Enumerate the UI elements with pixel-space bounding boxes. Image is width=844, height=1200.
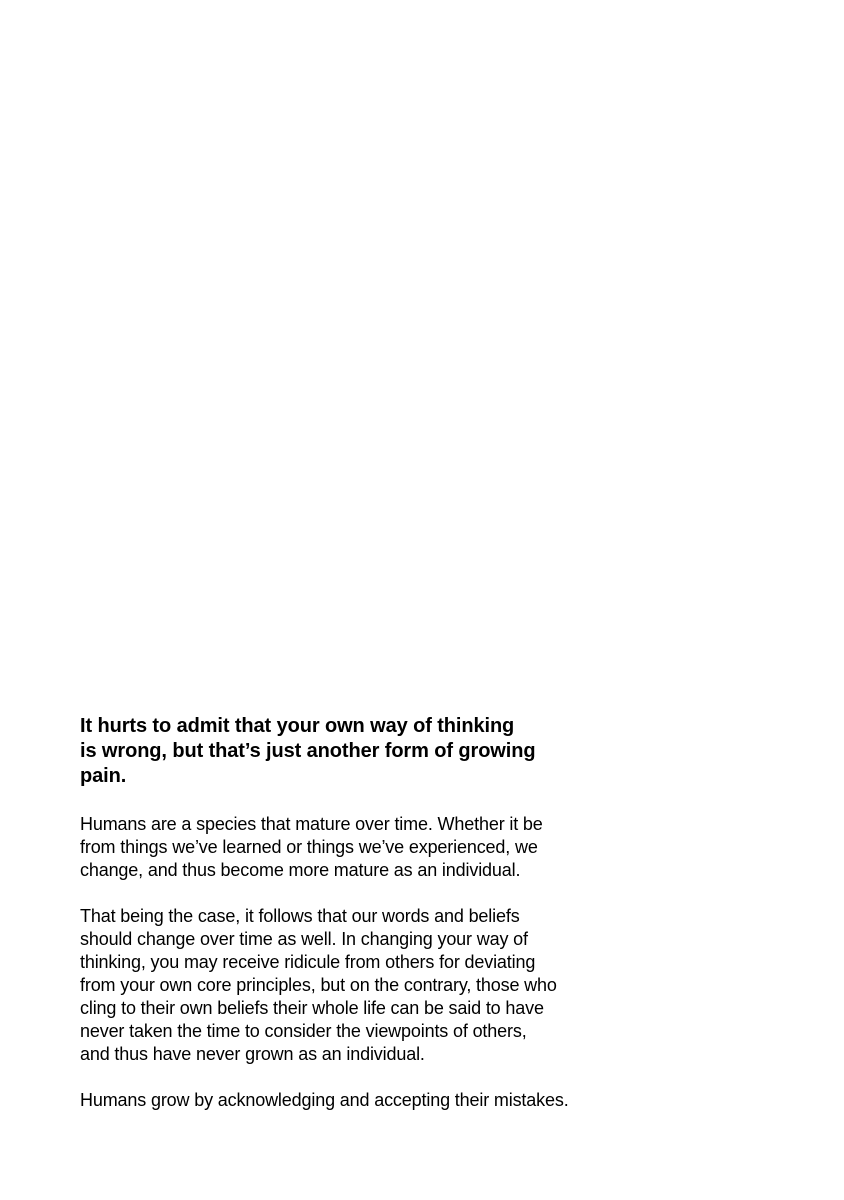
- spacer: [80, 1066, 660, 1089]
- paragraph-line: should change over time as well. In changing your way of: [80, 929, 528, 949]
- paragraph-line: from things we’ve learned or things we’ve experienced, we: [80, 837, 538, 857]
- paragraph-line: Humans grow by acknowledging and accepting their mistakes.: [80, 1090, 569, 1110]
- paragraph-line: thinking, you may receive ridicule from others for deviating: [80, 952, 536, 972]
- spacer: [80, 882, 660, 905]
- heading-line: It hurts to admit that your own way of thinking: [80, 715, 515, 737]
- heading-line: is wrong, but that’s just another form of growing: [80, 740, 536, 762]
- paragraph-line: Humans are a species that mature over time. Whether it be: [80, 814, 543, 834]
- paragraph-line: cling to their own beliefs their whole life can be said to have: [80, 998, 544, 1018]
- spacer: [80, 789, 660, 813]
- paragraph-line: That being the case, it follows that our words and beliefs: [80, 906, 520, 926]
- heading-line: pain.: [80, 765, 127, 787]
- paragraph-line: never taken the time to consider the viewpoints of others,: [80, 1021, 527, 1041]
- paragraph-1: [80, 813, 660, 882]
- paragraph-2: [80, 905, 660, 1066]
- document-body: [80, 714, 660, 1112]
- paragraph-line: change, and thus become more mature as an individual.: [80, 860, 521, 880]
- heading: [80, 714, 600, 789]
- paragraph-line: and thus have never grown as an individual.: [80, 1044, 425, 1064]
- paragraph-3: [80, 1089, 660, 1112]
- paragraph-line: from your own core principles, but on the contrary, those who: [80, 975, 557, 995]
